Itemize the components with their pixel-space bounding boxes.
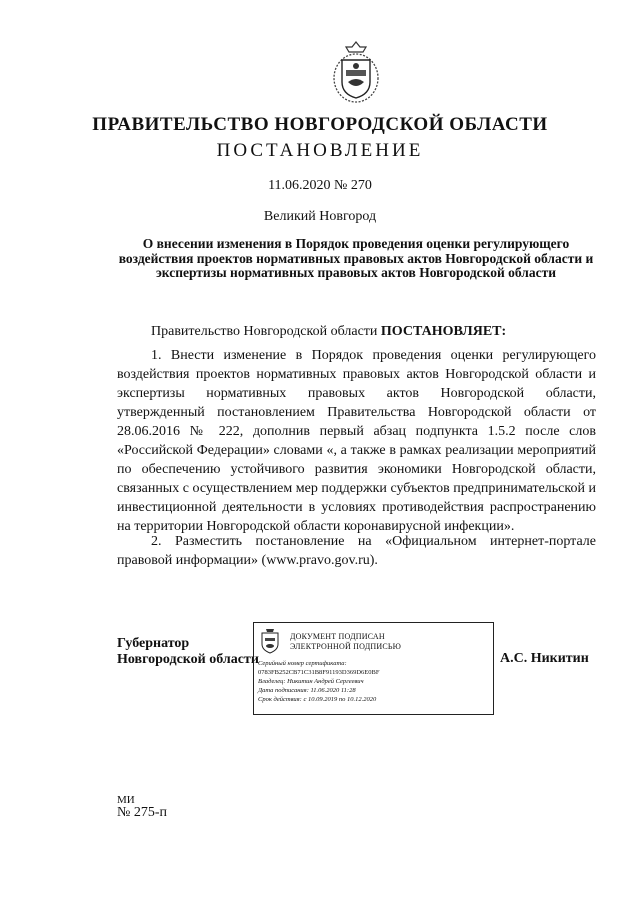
stamp-heading-line2: ЭЛЕКТРОННОЙ ПОДПИСЬЮ xyxy=(290,642,402,651)
intro-paragraph xyxy=(117,322,596,341)
document-city: Великий Новгород xyxy=(263,209,377,224)
signer-name: А.С. Никитин xyxy=(500,651,589,666)
paragraph-1: 1. Внести изменение в Порядок проведения оценки регулирующего воздействия проектов нормативных правовых актов Новгородской области и экспертизы нормативных правовых актов Новгородской области, утвержденный постановлением Правительства Новгородской области от 28.06.2016 № 222, дополнив первый абзац подпункта 1.5.2 после слов «Российской Федерации» словами «, а также в рамках реализации мероприятий по обеспечению устойчивого развития экономики Новгородской области, связанных с осуществлением мер поддержки субъектов предпринимательской и инвестиционной деятельности в условиях противодействия распространению на территории Новгородской области коронавирусной инфекции». xyxy=(117,348,596,534)
stamp-serial-label: Серийный номер сертификата: xyxy=(258,660,347,667)
stamp-heading-line1: ДОКУМЕНТ ПОДПИСАН xyxy=(290,632,385,641)
document-date-number: 11.06.2020 № 270 xyxy=(268,178,372,193)
novgorod-coat-of-arms-icon xyxy=(330,40,382,106)
signer-role-line1: Губернатор xyxy=(117,636,190,651)
stamp-serial-value: 0783FB252CB71C31B8F91193D369D6E0BF xyxy=(258,669,380,676)
intro-prefix: Правительство Новгородской области xyxy=(151,324,381,339)
footer-document-number: № 275-п xyxy=(117,805,168,820)
novgorod-coat-of-arms-icon xyxy=(258,627,282,655)
government-title: ПРАВИТЕЛЬСТВО НОВГОРОДСКОЙ ОБЛАСТИ xyxy=(92,114,548,135)
document-subject: О внесении изменения в Порядок проведения оценки регулирующего воздействия проектов нормативных правовых актов Новгородской области и экспертизы нормативных правовых актов Новгородской области xyxy=(118,236,594,280)
footer-initials: МИ xyxy=(117,794,135,806)
stamp-validity: Срок действия: с 10.09.2019 по 10.12.2020 xyxy=(258,696,377,703)
paragraph-2: 2. Разместить постановление на «Официальном интернет-портале правовой информации» (www.pravo.gov.ru). xyxy=(117,534,596,568)
electronic-signature-stamp xyxy=(253,622,494,715)
signer-role-line2: Новгородской области xyxy=(117,652,259,667)
stamp-owner: Владелец: Никитин Андрей Сергеевич xyxy=(258,678,364,685)
intro-resolves: ПОСТАНОВЛЯЕТ: xyxy=(380,324,507,339)
document-type: ПОСТАНОВЛЕНИЕ xyxy=(216,140,424,161)
stamp-signed-date: Дата подписания: 11.06.2020 11:28 xyxy=(258,687,356,694)
